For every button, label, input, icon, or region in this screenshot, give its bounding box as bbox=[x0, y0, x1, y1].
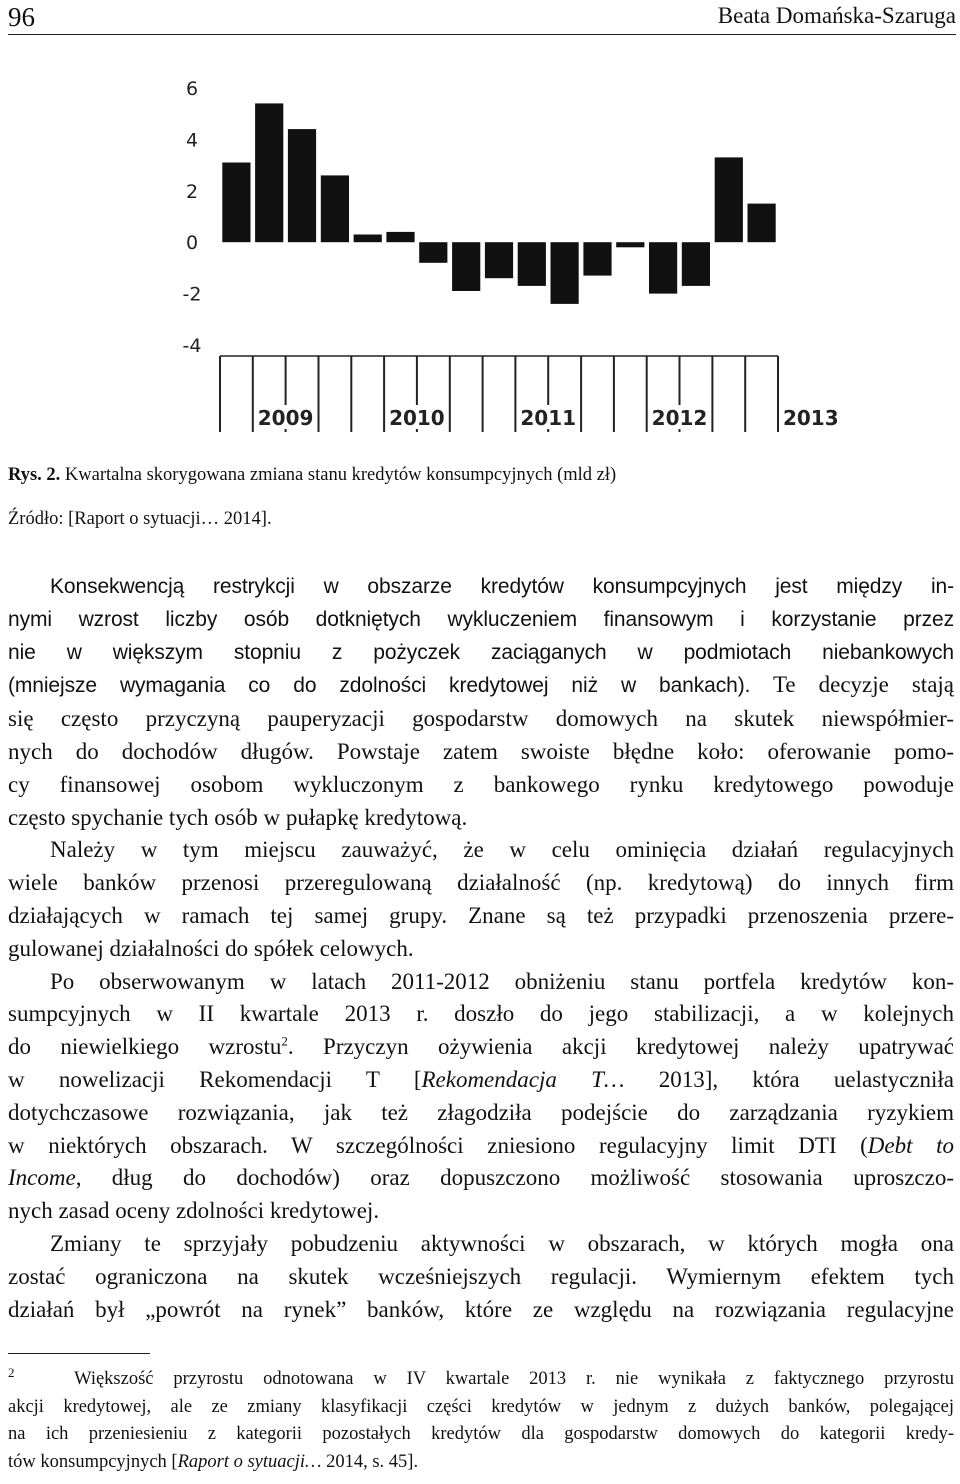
text-line: nie w większym stopniu z pożyczek zaciąganych w podmiotach niebankowych bbox=[8, 640, 954, 664]
text-line bbox=[8, 1130, 954, 1163]
footnote-marker: 2 bbox=[8, 1364, 15, 1380]
bar-q7 bbox=[419, 242, 447, 263]
bar-chart bbox=[170, 70, 839, 442]
text-line bbox=[8, 736, 954, 769]
text-run: Powstaje zatem swoiste błędne koło: oferowanie pomo- bbox=[313, 738, 954, 764]
text-line: gulowanej działalności do spółek celowych. bbox=[8, 935, 414, 961]
x-tick-label: 2010 bbox=[389, 406, 445, 430]
text-line bbox=[8, 669, 954, 703]
y-tick-label: -4 bbox=[182, 335, 202, 357]
text-run: 2013], która uelastyczniła bbox=[624, 1066, 954, 1092]
footnote bbox=[8, 1366, 954, 1476]
text-line: często spychanie tych osób w pułapkę kredytową. bbox=[8, 804, 468, 830]
page-number: 96 bbox=[8, 2, 35, 32]
text-run: nych do dochodów długów. bbox=[8, 738, 314, 764]
figure-label: Rys. 2. bbox=[8, 465, 61, 485]
text-line: cy finansowej osobom wykluczonym z bankowego rynku kredytowego powoduje bbox=[8, 771, 954, 797]
bar-q13 bbox=[616, 242, 644, 247]
citation-italic: Raport o sytuacji… bbox=[177, 1451, 322, 1472]
text-line: akcji kredytowej, ale ze zmiany klasyfikacji części kredytów w jednym z dużych banków, polegającej bbox=[8, 1396, 954, 1417]
y-tick-label: 0 bbox=[185, 232, 199, 255]
bar-q10 bbox=[518, 242, 546, 286]
paragraph-2 bbox=[8, 834, 954, 965]
paragraph-3 bbox=[8, 966, 954, 1228]
x-tick-label: 2011 bbox=[520, 406, 577, 430]
text-line: na ich przeniesieniu z kategorii pozostałych kredytów dla gospodarstw domowych do kategorii kredy- bbox=[8, 1424, 954, 1444]
bar-q6 bbox=[386, 232, 414, 242]
text-line bbox=[8, 1366, 954, 1394]
text-line: zostać ograniczona na skutek wcześniejszych regulacji. Wymiernym efektem tych bbox=[8, 1263, 954, 1289]
bar-q9 bbox=[485, 242, 513, 278]
bar-q1 bbox=[222, 163, 250, 243]
text-run: (mniejsze wymagania co do zdolności kredytowej niż w bankach). bbox=[8, 674, 751, 698]
text-line: działań był „powrót na rynek” banków, które ze względu na rozwiązania regulacyjne bbox=[8, 1296, 954, 1322]
text-line: dotychczasowe rozwiązania, jak też złagodziła podejście do zarządzania ryzykiem bbox=[8, 1099, 954, 1125]
y-tick-label: 2 bbox=[185, 180, 199, 203]
paragraph-1 bbox=[8, 571, 954, 834]
body-text bbox=[8, 571, 954, 1326]
bar-q15 bbox=[682, 242, 710, 286]
bar-q8 bbox=[452, 242, 480, 291]
bar-q16 bbox=[715, 157, 743, 242]
x-tick-label: 2012 bbox=[651, 406, 708, 430]
term-italic: Income bbox=[8, 1165, 76, 1191]
text-line: Zmiany te sprzyjały pobudzeniu aktywności w obszarach, w których mogła ona bbox=[50, 1230, 954, 1256]
citation-italic: Rekomendacja T… bbox=[421, 1066, 625, 1092]
bar-q4 bbox=[321, 175, 349, 242]
bar-q2 bbox=[255, 103, 283, 242]
figure-source: Źródło: [Raport o sytuacji… 2014]. bbox=[8, 509, 272, 529]
text-line: sumpcyjnych w II kwartale 2013 r. doszło do jego stabilizacji, a w kolejnych bbox=[8, 1001, 954, 1027]
text-run: , dług do dochodów) oraz dopuszczono możliwość stosowania uproszczo- bbox=[75, 1165, 954, 1191]
text-line: Po obserwowanym w latach 2011-2012 obniżeniu stanu portfela kredytów kon- bbox=[50, 968, 954, 994]
text-line: wiele banków przenosi przeregulowaną działalność (np. kredytową) do innych firm bbox=[8, 870, 954, 896]
x-tick-label: 2009 bbox=[257, 406, 314, 430]
footnote-rule bbox=[8, 1353, 150, 1354]
text-line: działających w ramach tej samej grupy. Znane są też przypadki przenoszenia przere- bbox=[8, 902, 954, 928]
text-run: . Przyczyn ożywienia akcji kredytowej należy upatrywać bbox=[287, 1034, 954, 1060]
text-line bbox=[8, 1064, 954, 1097]
text-run: Większość przyrostu odnotowana w IV kwartale 2013 r. nie wynikała z faktycznego przyrostu bbox=[74, 1369, 955, 1389]
y-tick-label: 4 bbox=[185, 129, 199, 152]
x-tick-label: 2013 bbox=[782, 406, 839, 430]
text-line bbox=[8, 1031, 954, 1064]
bar-q11 bbox=[551, 242, 579, 304]
running-head-author: Beata Domańska-Szaruga bbox=[717, 3, 956, 28]
text-run: 2014, s. 45]. bbox=[321, 1451, 419, 1472]
text-run: Te decyzje stają bbox=[750, 672, 955, 698]
figure-caption bbox=[8, 465, 616, 486]
term-italic: Debt to bbox=[867, 1132, 954, 1158]
y-tick-label: 6 bbox=[185, 78, 199, 100]
figure-caption-text: Kwartalna skorygowana zmiana stanu kredytów konsumpcyjnych (mld zł) bbox=[60, 465, 617, 485]
bar-q3 bbox=[288, 129, 316, 242]
bar-q5 bbox=[354, 235, 382, 243]
page-header bbox=[8, 0, 956, 35]
text-line: nymi wzrost liczby osób dotkniętych wykluczeniem finansowym i korzystanie przez bbox=[8, 607, 954, 631]
text-line: Konsekwencją restrykcji w obszarze kredytów konsumpcyjnych jest między in- bbox=[50, 575, 954, 598]
footnote-ref: 2 bbox=[281, 1033, 288, 1049]
text-run: do niewielkiego wzrostu bbox=[8, 1034, 282, 1060]
text-run: w niektórych obszarach. W szczególności zniesiono regulacyjny limit DTI ( bbox=[8, 1132, 868, 1158]
y-tick-label: -2 bbox=[182, 283, 202, 306]
text-line: się często przyczyną pauperyzacji gospodarstw domowych na skutek niewspółmier- bbox=[8, 706, 954, 732]
bar-q14 bbox=[649, 242, 677, 293]
text-line: Należy w tym miejscu zauważyć, że w celu ominięcia działań regulacyjnych bbox=[50, 837, 954, 863]
text-line bbox=[8, 1162, 954, 1195]
bar-q17 bbox=[748, 204, 776, 243]
text-run: w nowelizacji Rekomendacji T [ bbox=[8, 1066, 422, 1092]
text-run: tów konsumpcyjnych [ bbox=[8, 1451, 178, 1472]
text-line bbox=[8, 1449, 954, 1477]
paragraph-4 bbox=[8, 1228, 954, 1326]
text-line: nych zasad oceny zdolności kredytowej. bbox=[8, 1198, 380, 1224]
bar-q12 bbox=[583, 242, 611, 275]
